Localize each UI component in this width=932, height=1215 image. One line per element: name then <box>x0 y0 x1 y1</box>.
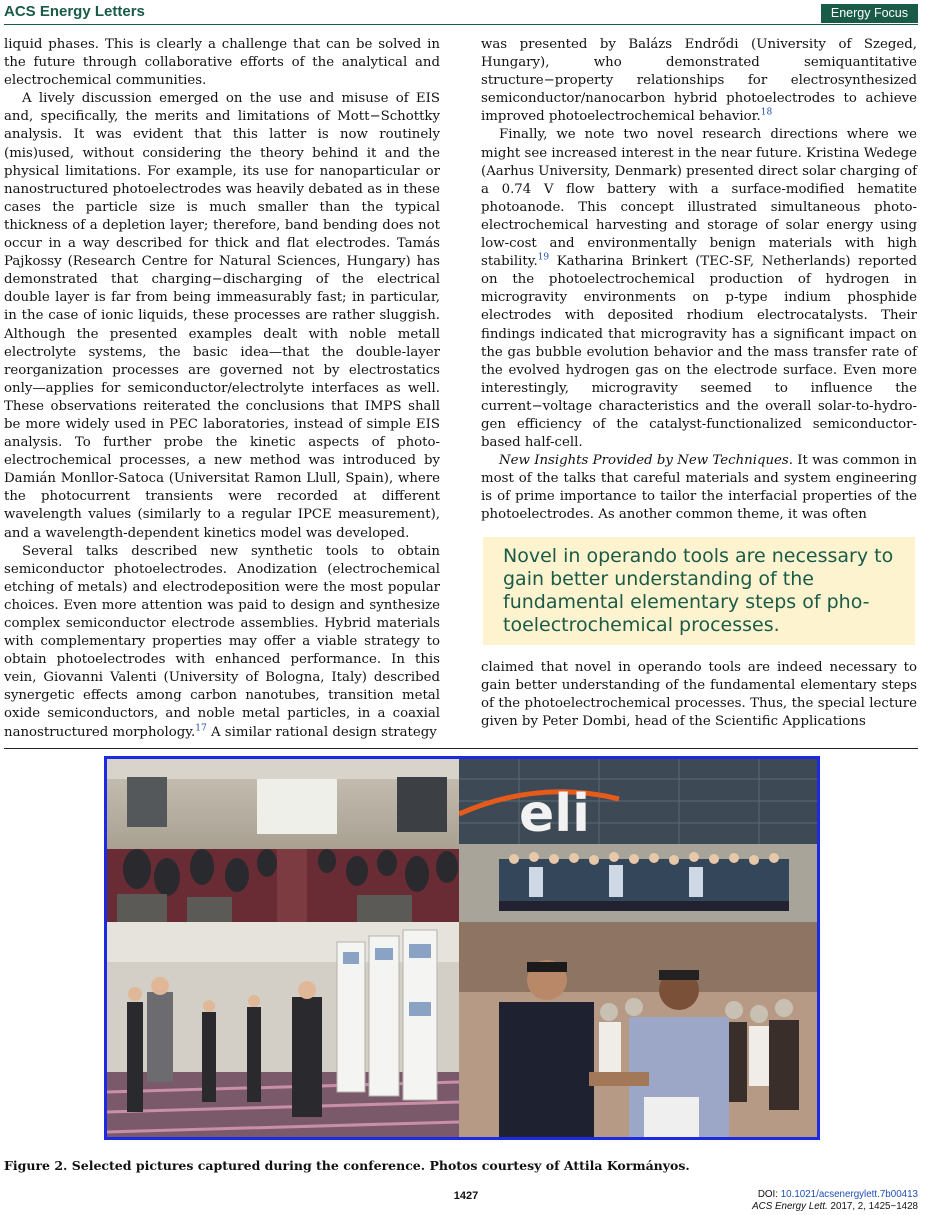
left-paragraph-2: A lively discussion emerged on the use and misuse of EIS and, specifically, the merits and limitations of Mott−Schottky analysis. It was evident that this latter is now routinely (mis)used, without considering the theory behind it and the physical limitations. For example, its use for nanoparticular or nanostructured photoelectrodes was heavily debated as in these cases the particle size is much smaller than the typical thickness of a depletion layer; therefore, band bending does not occur in a way described for thick and flat electrodes. Tamás Pajkossy (Research Centre for Natural Sciences, Hungary) has demonstrated that charging−discharging of the electrical double layer is far from being immeasurably fast; in particular, in the case of ionic liquids, these processes are rather sluggish. Although the presented examples dealt with noble metall electrolyte systems, the basic idea—that the double-layer reorganization processes are governed not by electrostatics only—applies for semiconductor/electrolyte interfaces as well. These observations reiterated the conclusions that IMPS shall be more widely used in PEC laboratories, instead of simple EIS analysis. To further probe the kinetic aspects of photo-electrochemical processes, a new method was introduced by Damián Monllor-Satoca (Universitat Ramon Llull, Spain), where the photocurrent transients were recorded at different wavelength values (similarly to a regular IPCE measurement), and a wavelength-dependent kinetics model was developed. <box>4 91 440 541</box>
section-heading: New Insights Provided by New Techniques. <box>499 453 793 469</box>
reference-link-17[interactable]: 17 <box>195 723 207 734</box>
doi-citation: DOI: 10.1021/acsenergylett.7b00413 ACS Energy Lett. 2017, 2, 1425−1428 <box>752 1189 918 1212</box>
photo-lecture-hall <box>107 759 459 922</box>
right-paragraph-1: was presented by Balázs Endrődi (University of Szeged, Hungary), who demonstrated semiquantitative structure−property relationships for electrosynthesized semiconductor/nanocarbon hybrid photoelectrodes to achieve improved photoelectrochemical behavior.$^{18}$ <box>481 37 917 125</box>
figure-divider <box>4 748 918 749</box>
right-paragraph-4: claimed that novel in operando tools are indeed necessary to gain better understanding of the fundamental elementary steps of the photoelectrochemical processes. Thus, the special lecture given by Peter Dombi, head of the Scientific Applications <box>481 659 917 729</box>
eli-sign-text: eli <box>519 784 590 844</box>
right-column <box>481 36 917 731</box>
section-badge: Energy Focus <box>821 4 918 23</box>
doi-link[interactable]: 10.1021/acsenergylett.7b00413 <box>780 1189 918 1200</box>
left-paragraph-1: liquid phases. This is clearly a challenge that can be solved in the future through collaborative efforts of the analytical and electrochemical communities. <box>4 37 440 89</box>
left-column <box>4 36 440 742</box>
page-number: 1427 <box>453 1190 479 1202</box>
right-paragraph-2: Finally, we note two novel research directions where we might see increased interest in the near future. Kristina Wedege (Aarhus University, Denmark) presented direct solar charging of a 0.74 V flow battery with a surface-modified hematite photoanode. This concept illustrated simultaneous photo-electrochemical harvesting and storage of solar energy using low-cost and environmentally benign materials with high stability.$^{19}$ Katharina Brinkert (TEC-SF, Netherlands) reported on the photoelectrochemical production of hydrogen in microgravity environments on p-type indium phosphide electrodes with deposited rhodium electrocatalysts. Their findings indicated that microgravity has a significant impact on the gas bubble evolution behavior and the mass transfer rate of the evolved hydrogen gas on the electrode surface. Even more interestingly, microgravity seemed to influence the current−voltage characteristics and the overall solar-to-hydro-gen efficiency of the catalyst-functionalized semiconductor-based half-cell. <box>481 127 917 451</box>
reference-link-19[interactable]: 19 <box>537 252 550 263</box>
reference-link-18[interactable]: 18 <box>760 107 773 118</box>
figure-photo-collage <box>104 756 820 1140</box>
photo-poster-session <box>107 922 459 1137</box>
journal-name: ACS Energy Letters <box>4 3 145 20</box>
page-header <box>4 2 918 25</box>
figure-caption: Figure 2. Selected pictures captured during the conference. Photos courtesy of Attila Kormányos. <box>4 1158 690 1173</box>
pull-quote: Novel in operando tools are necessary to gain better understanding of the fundamental elementary steps of pho-toelectrochemical processes. <box>483 537 915 645</box>
photo-handshake <box>459 922 817 1137</box>
left-paragraph-3: Several talks described new synthetic tools to obtain semiconductor photoelectrodes. Anodization (electrochemical etching of metals) and electrodeposition were the most popular choices. Even more attention was paid to design and synthesize complex semiconductor electrode assemblies. Hybrid materials with complementary properties may offer a viable strategy to obtain photoelectrodes with enhanced performance. In this vein, Giovanni Valenti (University of Bologna, Italy) described synergetic effects among carbon nanotubes, transition metal oxide semiconductors, and noble metal particles, in a coaxial nanostructured morphology.$^{17}$ A similar rational design strategy <box>4 543 440 740</box>
right-paragraph-3: New Insights Provided by New Techniques. It was common in most of the talks that careful materials and system engineering is of prime importance to tailor the interfacial properties of the photoelectrodes. As another common theme, it was often <box>481 453 917 523</box>
photo-group-eli <box>459 759 817 922</box>
